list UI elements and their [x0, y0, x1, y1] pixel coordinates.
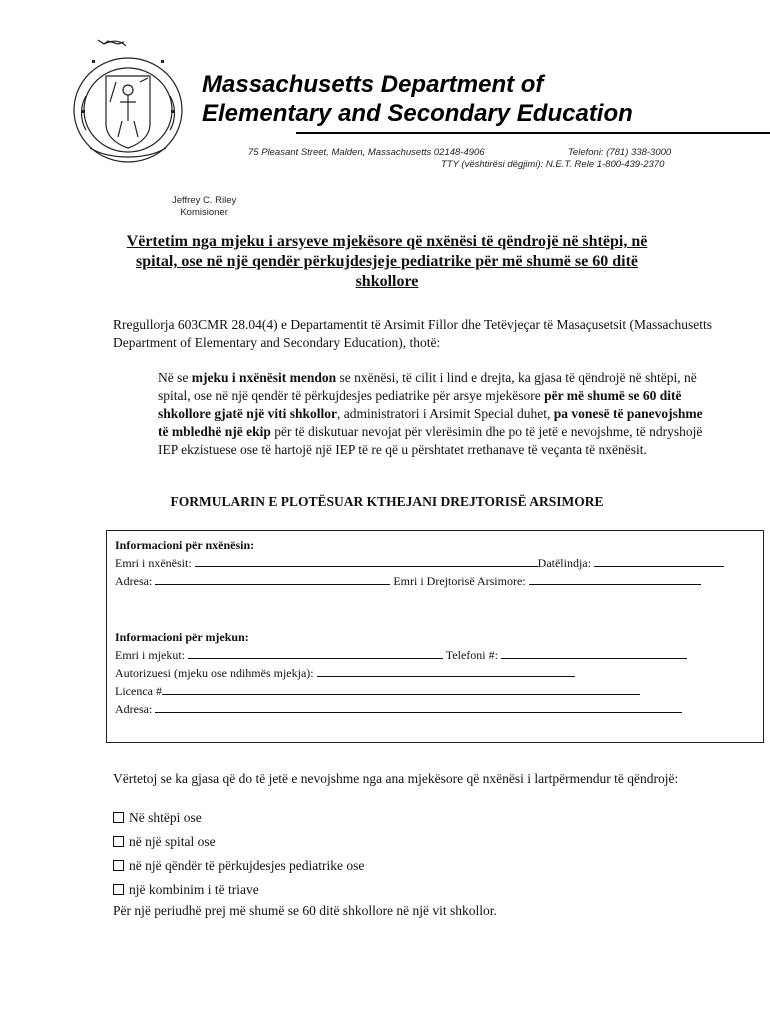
physician-address-label: Adresa:	[115, 702, 153, 716]
option-home-label: Në shtëpi ose	[129, 810, 202, 825]
document-title: Vërtetim nga mjeku i arsyeve mjekësore që nxënësi të qëndrojë në shtëpi, në spital, ose në një qendër përkujdesjeje pediatrike për më shumë se 60 ditë shkollore	[126, 233, 648, 290]
regulation-quote	[158, 369, 703, 459]
quote-bold-2: për më shumë se 60 ditë shkollore gjatë një viti shkollor	[158, 388, 682, 421]
dob-label: Datëlindja:	[537, 556, 591, 570]
certification-statement: Vërtetoj se ka gjasa që do të jetë e nevojshme nga ana mjekësore që nxënësi i lartpërmendur të qëndrojë:	[113, 771, 679, 786]
license-row	[115, 683, 640, 699]
student-address-label: Adresa:	[115, 574, 153, 588]
commissioner-block	[172, 195, 236, 219]
address-text: 75 Pleasant Street, Malden, Massachusetts 02148-4906	[248, 147, 485, 158]
license-label: Licenca #	[115, 684, 162, 698]
option-pediatric-center[interactable]	[113, 857, 364, 875]
option-pediatric-center-label: në një qëndër të përkujdesjes pediatrike ose	[129, 858, 365, 873]
org-title	[202, 70, 633, 128]
student-name-field[interactable]	[195, 555, 538, 567]
student-address-row	[115, 573, 701, 589]
physician-name-field[interactable]	[188, 647, 443, 659]
physician-address-field[interactable]	[155, 701, 682, 713]
org-title-line1: Massachusetts Department of	[202, 71, 544, 98]
massachusetts-seal-icon	[68, 36, 188, 166]
checkbox-combination[interactable]	[113, 884, 124, 895]
regulation-intro: Rregullorja 603CMR 28.04(4) e Departamentit të Arsimit Fillor dhe Tetëvjeçar të Masaçusetsit (Massachusetts Department of Elementary and Secondary Education), thotë:	[113, 317, 713, 350]
option-combination-label: një kombinim i të triave	[129, 882, 259, 897]
physician-info-heading: Informacioni për mjekun:	[115, 630, 249, 644]
checkbox-hospital[interactable]	[113, 836, 124, 847]
option-hospital[interactable]	[113, 833, 216, 851]
option-hospital-label: në një spital ose	[129, 834, 216, 849]
quote-bold-1: mjeku i nxënësit mendon	[191, 370, 337, 385]
physician-phone-field[interactable]	[501, 647, 687, 659]
physician-phone-label: Telefoni #:	[445, 648, 498, 662]
student-name-row	[115, 555, 724, 571]
student-address-field[interactable]	[155, 573, 390, 585]
student-name-label: Emri i nxënësit:	[115, 556, 192, 570]
quote-text-4: për të diskutuar nevojat për vlerësimin dhe po të jetë e nevojshme, të ndryshojë IEP ekzistuese ose të hartojë një IEP të re që u përshtatet rrethanave të veçanta të nxënësit.	[158, 424, 703, 457]
dob-field[interactable]	[594, 555, 724, 567]
quote-text-2: se nxënësi, të cilit i lind e drejta, ka gjasa të qëndrojë në shtëpi, në spital, ose në një qendër të përkujdesjes pediatrike për arsye mjekësore	[158, 370, 697, 403]
physician-address-row	[115, 701, 682, 717]
commissioner-title: Komisioner	[180, 207, 228, 218]
license-field[interactable]	[162, 683, 640, 695]
org-title-line2: Elementary and Secondary Education	[202, 100, 633, 127]
district-field[interactable]	[529, 573, 701, 585]
physician-name-row	[115, 647, 687, 663]
return-instruction: FORMULARIN E PLOTËSUAR KTHEJANI DREJTORISË ARSIMORE	[170, 494, 604, 509]
authorized-row	[115, 665, 575, 681]
closing-statement: Për një periudhë prej më shumë se 60 ditë shkollore në një vit shkollor.	[113, 903, 497, 918]
quote-text-3: , administratori i Arsimit Special duhet,	[337, 406, 554, 421]
checkbox-home[interactable]	[113, 812, 124, 823]
physician-name-label: Emri i mjekut:	[115, 648, 185, 662]
quote-text-1: Në se	[158, 370, 192, 385]
student-info-heading: Informacioni për nxënësin:	[115, 538, 255, 552]
info-form	[106, 530, 764, 743]
tty-text: TTY (vështirësi dëgjimi): N.E.T. Rele 1-800-439-2370	[441, 159, 665, 170]
option-home[interactable]	[113, 809, 202, 827]
district-label: Emri i Drejtorisë Arsimore:	[393, 574, 526, 588]
quote-bold-3: pa vonesë të panevojshme të mbledhë një ekip	[158, 406, 703, 439]
authorized-label: Autorizuesi (mjeku ose ndihmës mjekja):	[115, 666, 314, 680]
commissioner-name: Jeffrey C. Riley	[172, 195, 237, 206]
option-combination[interactable]	[113, 881, 259, 899]
checkbox-pediatric-center[interactable]	[113, 860, 124, 871]
phone-text: Telefoni: (781) 338-3000	[568, 147, 672, 158]
authorized-field[interactable]	[317, 665, 575, 677]
header-rule	[296, 132, 770, 134]
